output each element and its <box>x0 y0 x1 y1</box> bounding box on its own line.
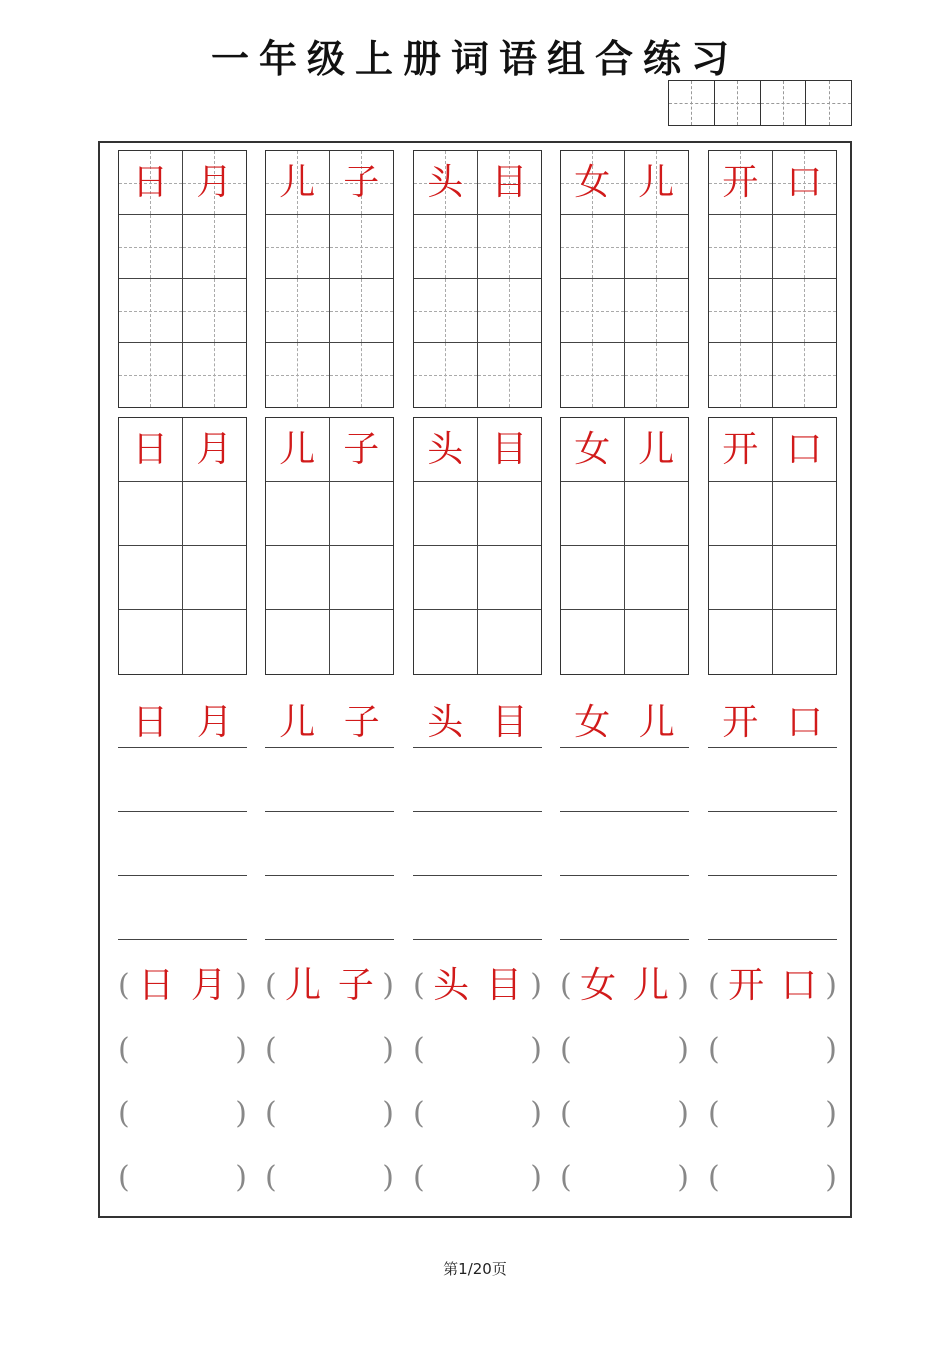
square-grid-group <box>118 417 247 675</box>
model-word <box>265 954 394 1018</box>
parenthesis-blank[interactable] <box>265 1146 394 1210</box>
model-char: 头 <box>433 965 470 1006</box>
tian-grid-group <box>265 150 394 408</box>
writing-cell[interactable] <box>183 343 247 407</box>
writing-line[interactable] <box>560 748 689 812</box>
left-parenthesis: ( <box>413 968 425 1003</box>
left-parenthesis: ( <box>708 1032 720 1067</box>
model-char: 月 <box>190 965 227 1006</box>
writing-cell[interactable] <box>414 279 478 343</box>
writing-cell[interactable] <box>709 215 773 279</box>
writing-cell[interactable] <box>625 279 689 343</box>
model-char-cell <box>625 418 689 482</box>
writing-cell[interactable] <box>266 482 330 546</box>
writing-cell[interactable] <box>561 546 625 610</box>
writing-cell[interactable] <box>266 546 330 610</box>
model-char-cell <box>478 151 542 215</box>
writing-cell[interactable] <box>266 610 330 674</box>
parenthesis-blank[interactable] <box>708 1082 837 1146</box>
model-word <box>118 954 247 1018</box>
model-char-cell <box>414 418 478 482</box>
model-char: 儿 <box>279 702 316 743</box>
writing-cell[interactable] <box>183 482 247 546</box>
model-char: 女 <box>574 161 611 203</box>
model-char: 子 <box>343 428 380 470</box>
writing-cell[interactable] <box>119 279 183 343</box>
right-parenthesis: ) <box>382 1096 394 1131</box>
model-char: 女 <box>580 965 617 1006</box>
writing-line[interactable] <box>118 748 247 812</box>
model-word <box>560 700 689 748</box>
writing-cell[interactable] <box>773 279 837 343</box>
model-char-cell <box>625 151 689 215</box>
model-char: 儿 <box>279 161 316 203</box>
right-parenthesis: ) <box>677 1160 689 1195</box>
writing-line[interactable] <box>118 812 247 876</box>
left-parenthesis: ( <box>708 968 720 1003</box>
parenthesis-blank[interactable] <box>413 1018 542 1082</box>
model-char: 儿 <box>279 428 316 470</box>
writing-cell[interactable] <box>773 546 837 610</box>
tian-grid-group <box>118 150 247 408</box>
model-char: 月 <box>196 702 233 743</box>
right-parenthesis: ) <box>825 1096 837 1131</box>
underline-group <box>265 700 394 940</box>
square-grid-group <box>265 417 394 675</box>
writing-line[interactable] <box>265 876 394 940</box>
writing-cell[interactable] <box>625 482 689 546</box>
writing-cell[interactable] <box>709 279 773 343</box>
parenthesis-content <box>130 965 236 1006</box>
writing-cell[interactable] <box>414 343 478 407</box>
writing-cell[interactable] <box>625 610 689 674</box>
tian-grid-group <box>560 150 689 408</box>
score-cell[interactable] <box>669 81 715 125</box>
underline-group <box>118 700 247 940</box>
model-char: 口 <box>780 965 817 1006</box>
model-char: 儿 <box>638 161 675 203</box>
model-char: 口 <box>786 702 823 743</box>
left-parenthesis: ( <box>118 1160 130 1195</box>
right-parenthesis: ) <box>382 1032 394 1067</box>
underline-group <box>708 700 837 940</box>
writing-line[interactable] <box>265 812 394 876</box>
writing-cell[interactable] <box>709 610 773 674</box>
score-cell[interactable] <box>715 81 761 125</box>
writing-cell[interactable] <box>119 482 183 546</box>
parenthesis-blank[interactable] <box>118 1082 247 1146</box>
model-char: 开 <box>722 428 759 470</box>
model-char: 目 <box>485 965 522 1006</box>
writing-line[interactable] <box>265 748 394 812</box>
model-word <box>708 954 837 1018</box>
right-parenthesis: ) <box>825 1032 837 1067</box>
model-char: 儿 <box>285 965 322 1006</box>
parenthesis-blank[interactable] <box>413 1082 542 1146</box>
writing-cell[interactable] <box>119 215 183 279</box>
model-char: 目 <box>491 702 528 743</box>
right-parenthesis: ) <box>235 1096 247 1131</box>
writing-line[interactable] <box>413 876 542 940</box>
right-parenthesis: ) <box>530 968 542 1003</box>
right-parenthesis: ) <box>382 968 394 1003</box>
left-parenthesis: ( <box>265 1096 277 1131</box>
model-char-cell <box>183 151 247 215</box>
writing-cell[interactable] <box>561 343 625 407</box>
parenthesis-content <box>572 965 678 1006</box>
writing-cell[interactable] <box>561 215 625 279</box>
model-char: 开 <box>722 702 759 743</box>
left-parenthesis: ( <box>265 968 277 1003</box>
writing-cell[interactable] <box>773 482 837 546</box>
model-char: 儿 <box>638 702 675 743</box>
score-cell[interactable] <box>761 81 807 125</box>
writing-cell[interactable] <box>330 482 394 546</box>
left-parenthesis: ( <box>560 1160 572 1195</box>
model-word <box>413 700 542 748</box>
parenthesis-group <box>708 954 837 1210</box>
model-word <box>413 954 542 1018</box>
writing-cell[interactable] <box>625 215 689 279</box>
model-char-cell <box>183 418 247 482</box>
left-parenthesis: ( <box>413 1032 425 1067</box>
model-char: 头 <box>427 161 464 203</box>
writing-cell[interactable] <box>478 343 542 407</box>
left-parenthesis: ( <box>560 968 572 1003</box>
left-parenthesis: ( <box>413 1096 425 1131</box>
right-parenthesis: ) <box>677 1096 689 1131</box>
writing-cell[interactable] <box>478 279 542 343</box>
model-char-cell <box>330 151 394 215</box>
writing-cell[interactable] <box>709 546 773 610</box>
writing-cell[interactable] <box>330 215 394 279</box>
model-char-cell <box>561 151 625 215</box>
square-grid-group <box>708 417 837 675</box>
parenthesis-blank[interactable] <box>708 1146 837 1210</box>
parenthesis-blank[interactable] <box>413 1146 542 1210</box>
model-word <box>708 700 837 748</box>
model-char-cell <box>773 151 837 215</box>
writing-cell[interactable] <box>709 482 773 546</box>
model-char: 日 <box>132 428 169 470</box>
writing-cell[interactable] <box>119 343 183 407</box>
model-char: 女 <box>574 428 611 470</box>
writing-cell[interactable] <box>330 343 394 407</box>
model-char-cell <box>119 151 183 215</box>
writing-cell[interactable] <box>414 546 478 610</box>
model-char: 目 <box>491 428 528 470</box>
right-parenthesis: ) <box>530 1096 542 1131</box>
parenthesis-blank[interactable] <box>265 1082 394 1146</box>
model-char: 口 <box>786 428 823 470</box>
left-parenthesis: ( <box>118 1032 130 1067</box>
model-char: 日 <box>132 702 169 743</box>
writing-cell[interactable] <box>183 215 247 279</box>
parenthesis-content <box>720 965 826 1006</box>
parenthesis-group <box>265 954 394 1210</box>
model-char: 月 <box>196 428 233 470</box>
writing-cell[interactable] <box>414 610 478 674</box>
right-parenthesis: ) <box>235 968 247 1003</box>
left-parenthesis: ( <box>560 1096 572 1131</box>
model-char: 口 <box>786 161 823 203</box>
writing-line[interactable] <box>118 876 247 940</box>
model-char-cell <box>266 151 330 215</box>
writing-cell[interactable] <box>561 610 625 674</box>
writing-cell[interactable] <box>266 215 330 279</box>
writing-cell[interactable] <box>773 215 837 279</box>
writing-line[interactable] <box>560 876 689 940</box>
right-parenthesis: ) <box>825 1160 837 1195</box>
writing-cell[interactable] <box>478 482 542 546</box>
parenthesis-content <box>277 965 383 1006</box>
model-char-cell <box>709 151 773 215</box>
parenthesis-group <box>413 954 542 1210</box>
model-char-cell <box>561 418 625 482</box>
writing-cell[interactable] <box>414 215 478 279</box>
model-char: 月 <box>196 161 233 203</box>
model-char-cell <box>773 418 837 482</box>
parenthesis-group <box>560 954 689 1210</box>
writing-cell[interactable] <box>625 546 689 610</box>
model-char: 子 <box>337 965 374 1006</box>
model-char-cell <box>330 418 394 482</box>
score-box[interactable] <box>668 80 852 126</box>
writing-cell[interactable] <box>330 546 394 610</box>
model-char: 目 <box>491 161 528 203</box>
parenthesis-blank[interactable] <box>560 1018 689 1082</box>
model-word <box>560 954 689 1018</box>
parenthesis-blank[interactable] <box>560 1082 689 1146</box>
writing-cell[interactable] <box>561 482 625 546</box>
parenthesis-content <box>425 965 531 1006</box>
page-number: 第1/20页 <box>443 1260 507 1278</box>
parenthesis-group <box>118 954 247 1210</box>
right-parenthesis: ) <box>235 1032 247 1067</box>
score-cell[interactable] <box>806 81 851 125</box>
model-char-cell <box>414 151 478 215</box>
parenthesis-blank[interactable] <box>118 1018 247 1082</box>
left-parenthesis: ( <box>708 1096 720 1131</box>
writing-cell[interactable] <box>773 343 837 407</box>
writing-cell[interactable] <box>414 482 478 546</box>
model-word <box>265 700 394 748</box>
writing-cell[interactable] <box>561 279 625 343</box>
model-char: 头 <box>427 702 464 743</box>
parenthesis-blank[interactable] <box>560 1146 689 1210</box>
square-grid-group <box>560 417 689 675</box>
writing-cell[interactable] <box>183 279 247 343</box>
model-char-cell <box>478 418 542 482</box>
writing-cell[interactable] <box>266 279 330 343</box>
model-char: 子 <box>343 702 380 743</box>
model-char: 女 <box>574 702 611 743</box>
writing-cell[interactable] <box>625 343 689 407</box>
model-word <box>118 700 247 748</box>
right-parenthesis: ) <box>677 1032 689 1067</box>
writing-cell[interactable] <box>119 546 183 610</box>
writing-cell[interactable] <box>478 610 542 674</box>
right-parenthesis: ) <box>677 968 689 1003</box>
right-parenthesis: ) <box>382 1160 394 1195</box>
right-parenthesis: ) <box>530 1160 542 1195</box>
writing-cell[interactable] <box>330 279 394 343</box>
writing-cell[interactable] <box>478 546 542 610</box>
model-char: 儿 <box>632 965 669 1006</box>
writing-cell[interactable] <box>183 546 247 610</box>
writing-cell[interactable] <box>266 343 330 407</box>
model-char: 儿 <box>638 428 675 470</box>
writing-cell[interactable] <box>119 610 183 674</box>
left-parenthesis: ( <box>265 1032 277 1067</box>
writing-line[interactable] <box>413 748 542 812</box>
writing-line[interactable] <box>708 748 837 812</box>
model-char: 头 <box>427 428 464 470</box>
right-parenthesis: ) <box>825 968 837 1003</box>
writing-cell[interactable] <box>478 215 542 279</box>
parenthesis-blank[interactable] <box>265 1018 394 1082</box>
writing-line[interactable] <box>560 812 689 876</box>
model-char: 开 <box>722 161 759 203</box>
model-char: 日 <box>138 965 175 1006</box>
left-parenthesis: ( <box>118 968 130 1003</box>
model-char-cell <box>709 418 773 482</box>
model-char: 开 <box>728 965 765 1006</box>
page-title: 一年级上册词语组合练习 <box>210 36 739 81</box>
tian-grid-group <box>413 150 542 408</box>
writing-cell[interactable] <box>183 610 247 674</box>
left-parenthesis: ( <box>708 1160 720 1195</box>
tian-grid-group <box>708 150 837 408</box>
underline-group <box>560 700 689 940</box>
model-char: 子 <box>343 161 380 203</box>
parenthesis-blank[interactable] <box>118 1146 247 1210</box>
writing-line[interactable] <box>413 812 542 876</box>
left-parenthesis: ( <box>413 1160 425 1195</box>
writing-cell[interactable] <box>709 343 773 407</box>
model-char: 日 <box>132 161 169 203</box>
left-parenthesis: ( <box>265 1160 277 1195</box>
model-char-cell <box>119 418 183 482</box>
square-grid-group <box>413 417 542 675</box>
writing-line[interactable] <box>708 876 837 940</box>
right-parenthesis: ) <box>235 1160 247 1195</box>
writing-cell[interactable] <box>330 610 394 674</box>
model-char-cell <box>266 418 330 482</box>
left-parenthesis: ( <box>560 1032 572 1067</box>
writing-cell[interactable] <box>773 610 837 674</box>
underline-group <box>413 700 542 940</box>
writing-line[interactable] <box>708 812 837 876</box>
left-parenthesis: ( <box>118 1096 130 1131</box>
parenthesis-blank[interactable] <box>708 1018 837 1082</box>
right-parenthesis: ) <box>530 1032 542 1067</box>
